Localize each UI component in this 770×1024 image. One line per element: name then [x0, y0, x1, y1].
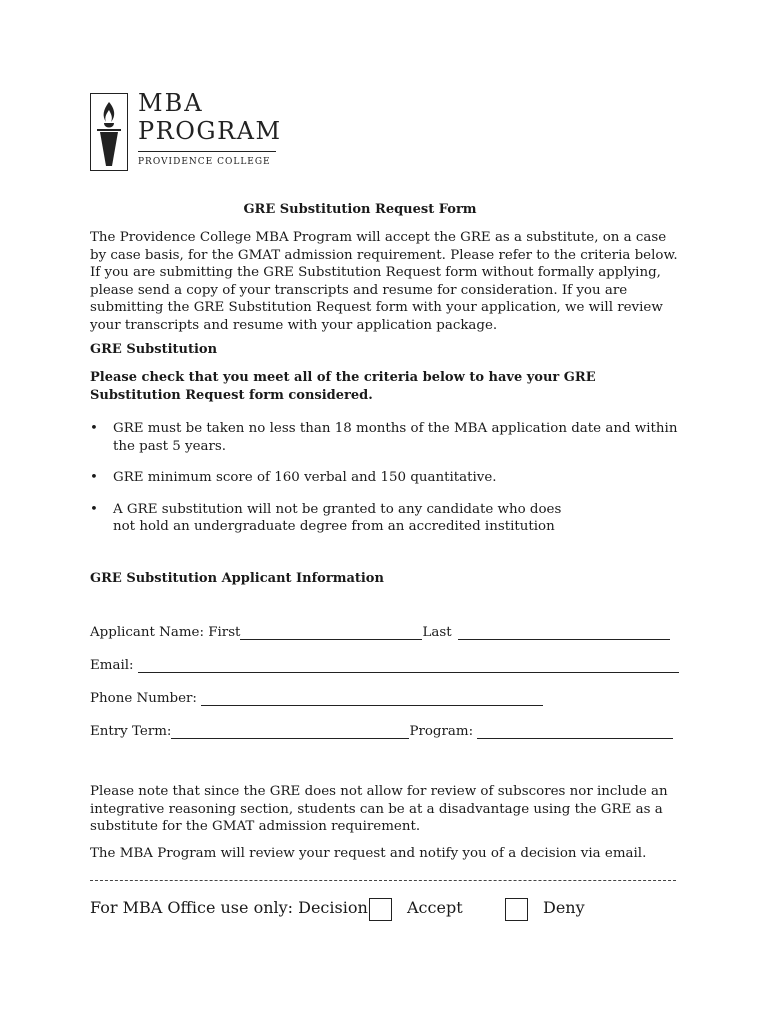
email-label: Email: — [90, 658, 134, 673]
criteria-item: • A GRE substitution will not be granted to any candidate who does not hold an undergraduate degree from an accredited institution — [90, 501, 583, 536]
deny-label: Deny — [543, 898, 585, 917]
section-heading: GRE Substitution — [90, 342, 218, 357]
phone-label: Phone Number: — [90, 691, 197, 706]
entry-term-field[interactable] — [171, 723, 409, 739]
program-field[interactable] — [477, 723, 673, 739]
criteria-item: • GRE minimum score of 160 verbal and 150 quantitative. — [90, 469, 680, 487]
mba-program-logo — [90, 89, 282, 175]
last-name-label: Last — [422, 625, 452, 640]
applicant-heading: GRE Substitution Applicant Information — [90, 571, 384, 586]
form-title: GRE Substitution Request Form — [243, 202, 477, 217]
program-label: Program: — [409, 724, 474, 739]
email-row — [90, 657, 679, 677]
logo-text-program: PROGRAM — [138, 117, 282, 145]
entry-term-label: Entry Term: — [90, 724, 172, 739]
notify-paragraph: The MBA Program will review your request and notify you of a decision via email. — [90, 846, 647, 861]
logo-text-mba: MBA — [138, 89, 204, 117]
criteria-prompt: Please check that you meet all of the criteria below to have your GRE Substitution Request form considered. — [90, 370, 596, 403]
first-name-field[interactable] — [240, 624, 422, 640]
criteria-list — [90, 420, 680, 550]
name-row — [90, 624, 670, 644]
last-name-field[interactable] — [458, 624, 670, 640]
accept-label: Accept — [407, 898, 463, 917]
first-name-label: Applicant Name: First — [90, 625, 241, 640]
criteria-item: • GRE must be taken no less than 18 months of the MBA application date and within the past 5 years. — [90, 420, 680, 455]
phone-field[interactable] — [201, 690, 543, 706]
entry-row — [90, 723, 673, 743]
email-field[interactable] — [138, 657, 679, 673]
phone-row — [90, 690, 543, 710]
torch-icon — [90, 93, 128, 171]
logo-divider — [138, 151, 276, 152]
deny-checkbox[interactable] — [505, 898, 528, 921]
office-use-label: For MBA Office use only: Decision — [90, 898, 368, 917]
cut-line-divider — [90, 880, 676, 881]
intro-paragraph: The Providence College MBA Program will accept the GRE as a substitute, on a case by case basis, for the GMAT admission requirement. Please refer to the criteria below. If you are submitting the GRE Substitution Request form without formally applying, please send a copy of your transcripts and resume for consideration. If you are submitting the GRE Substitution Request form with your application, we will review your transcripts and resume with your application package. — [90, 230, 678, 333]
note-paragraph: Please note that since the GRE does not allow for review of subscores nor include an integrative reasoning section, students can be at a disadvantage using the GRE as a substitute for the GMAT admission requirement. — [90, 784, 668, 834]
logo-text-college: PROVIDENCE COLLEGE — [138, 157, 271, 167]
accept-checkbox[interactable] — [369, 898, 392, 921]
